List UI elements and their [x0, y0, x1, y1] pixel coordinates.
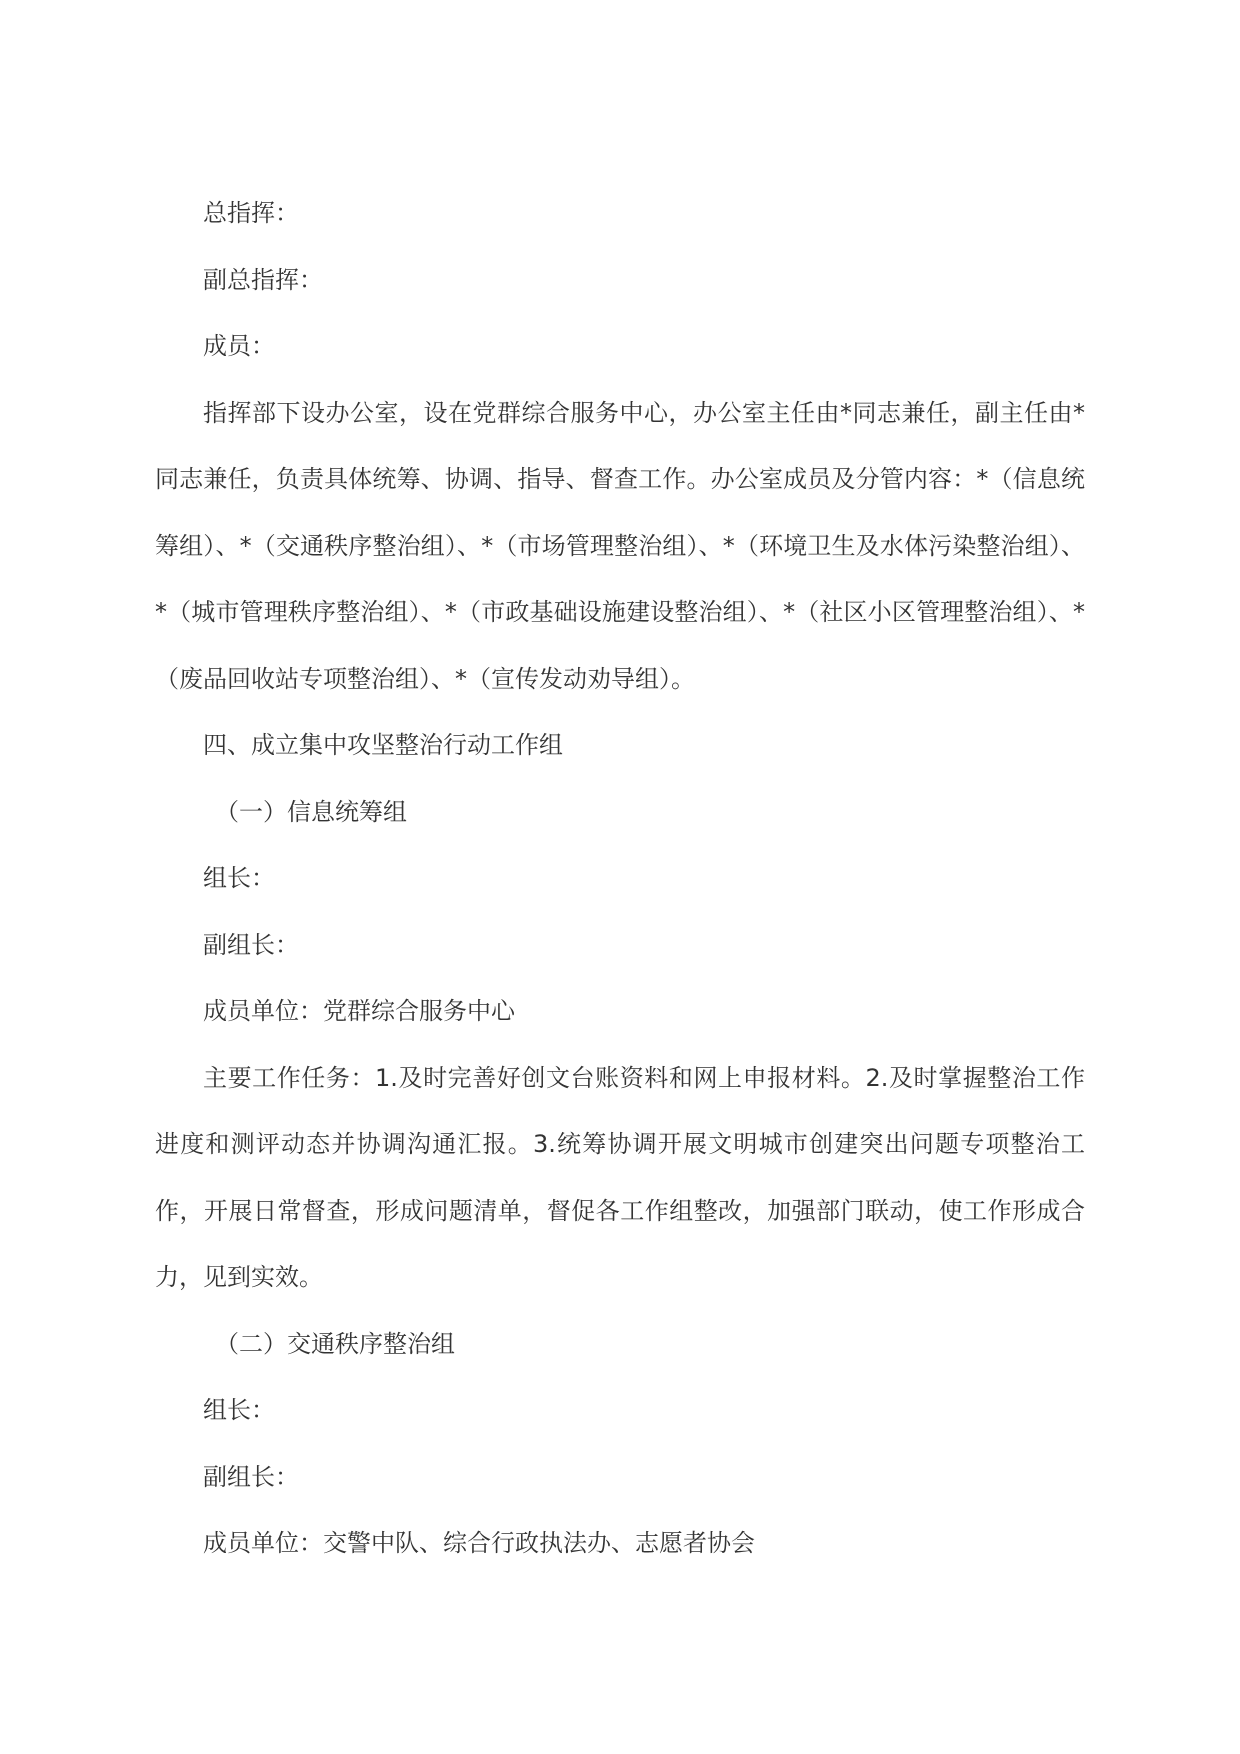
member-units-line: 成员单位：交警中队、综合行政执法办、志愿者协会: [203, 1529, 755, 1557]
subsection-heading-info: （一）信息统筹组: [215, 797, 407, 826]
members-line: 成员：: [203, 332, 275, 360]
document-body: [155, 180, 1085, 1577]
section-heading-four: 四、成立集中攻坚整治行动工作组: [203, 731, 563, 759]
member-units-line: 成员单位：党群综合服务中心: [203, 997, 515, 1025]
group-leader-line: 组长：: [203, 1396, 275, 1424]
subsection-heading-traffic: （二）交通秩序整治组: [215, 1329, 455, 1358]
group-leader-line: 组长：: [203, 864, 275, 892]
main-tasks-paragraph: 主要工作任务：1.及时完善好创文台账资料和网上申报材料。2.及时掌握整治工作进度和测评动态并协调沟通汇报。3.统筹协调开展文明城市创建突出问题专项整治工作，开展日常督查，形成问题清单，督促各工作组整改，加强部门联动，使工作形成合力，见到实效。: [155, 1063, 1085, 1291]
office-paragraph: 指挥部下设办公室，设在党群综合服务中心，办公室主任由*同志兼任，副主任由*同志兼任，负责具体统筹、协调、指导、督查工作。办公室成员及分管内容：*（信息统筹组）、*（交通秩序整治组）、*（市场管理整治组）、*（环境卫生及水体污染整治组）、*（城市管理秩序整治组）、*（市政基础设施建设整治组）、*（社区小区管理整治组）、*（废品回收站专项整治组）、*（宣传发动劝导组）。: [155, 398, 1085, 693]
deputy-group-leader-line: 副组长：: [203, 1462, 299, 1491]
deputy-commander-line: 副总指挥：: [203, 265, 323, 294]
commander-line: 总指挥：: [203, 199, 299, 227]
deputy-group-leader-line: 副组长：: [203, 930, 299, 959]
